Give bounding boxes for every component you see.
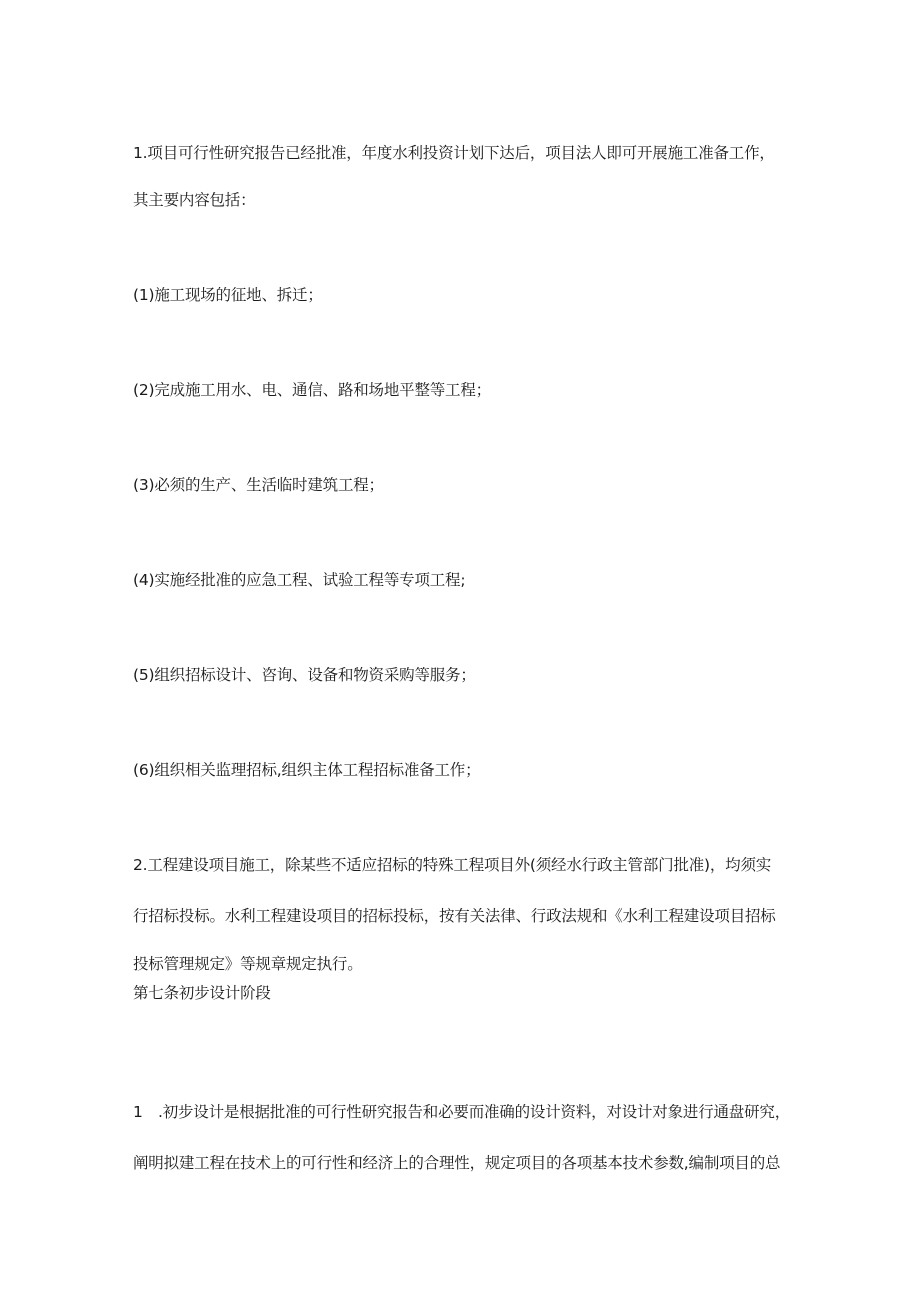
list-item-6: (6)组织相关监理招标,组织主体工程招标准备工作；	[133, 761, 481, 779]
paragraph-3-line-2: 阐明拟建工程在技术上的可行性和经济上的合理性，规定项目的各项基本技术参数,编制项目的总	[133, 1154, 781, 1172]
paragraph-2-line-1: 2.工程建设项目施工，除某些不适应招标的特殊工程项目外(须经水行政主管部门批准)，均须实	[133, 856, 772, 874]
list-item-1: (1)施工现场的征地、拆迁；	[133, 286, 323, 304]
list-item-3: (3)必须的生产、生活临时建筑工程；	[133, 476, 384, 494]
paragraph-1-line-1: 1.项目可行性研究报告已经批准，年度水利投资计划下达后，项目法人即可开展施工准备工作，	[133, 144, 775, 162]
list-item-2: (2)完成施工用水、电、通信、路和场地平整等工程；	[133, 381, 491, 399]
paragraph-3-line-1: 1 .初步设计是根据批准的可行性研究报告和必要而准确的设计资料，对设计对象进行通盘研究，	[133, 1103, 790, 1121]
list-item-4: (4)实施经批准的应急工程、试验工程等专项工程;	[133, 571, 466, 589]
list-item-5: (5)组织招标设计、咨询、设备和物资采购等服务；	[133, 666, 476, 684]
paragraph-1-line-2: 其主要内容包括：	[133, 191, 256, 209]
paragraph-2-line-2: 行招标投标。水利工程建设项目的招标投标，按有关法律、行政法规和《水利工程建设项目招标	[133, 907, 776, 925]
section-heading: 第七条初步设计阶段	[133, 984, 271, 1002]
paragraph-2-line-3: 投标管理规定》等规章规定执行。	[133, 955, 363, 973]
